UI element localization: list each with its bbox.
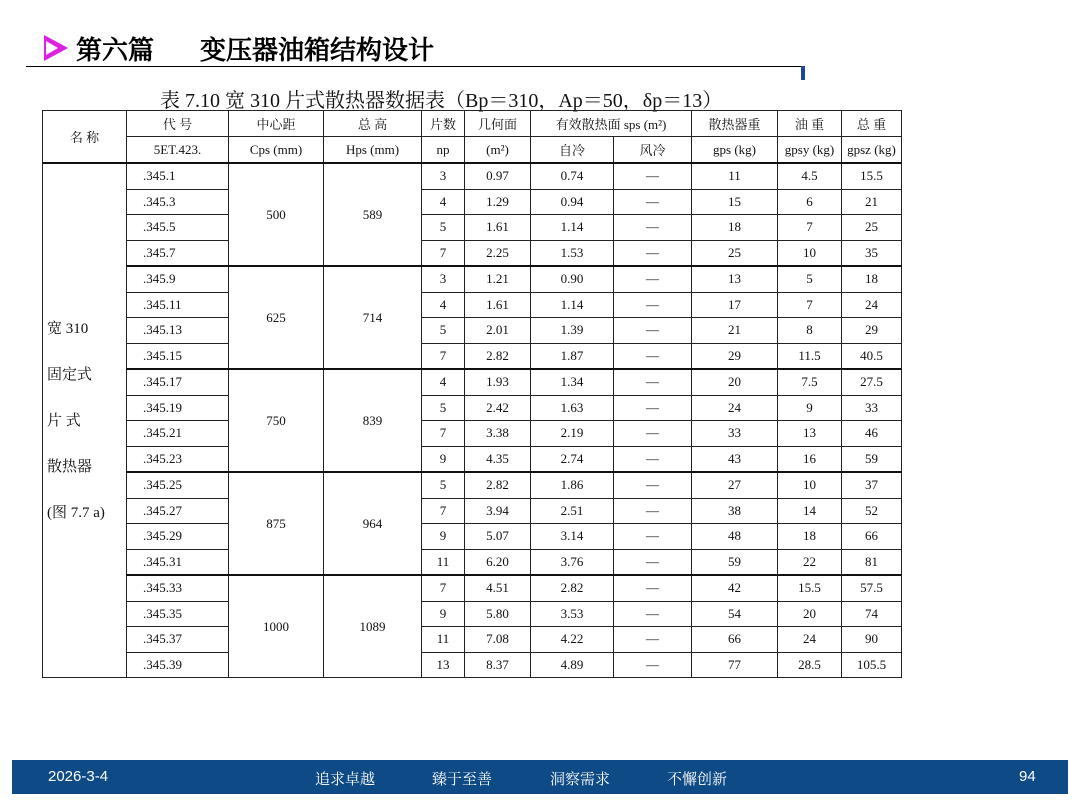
table-row xyxy=(43,369,902,395)
rad-weight-cell: 54 xyxy=(692,601,778,627)
natural-area-cell: 0.74 xyxy=(531,163,614,189)
forced-area-cell: — xyxy=(614,627,692,653)
forced-area-cell: — xyxy=(614,549,692,575)
header-rad-weight: 散热器重 xyxy=(692,111,778,137)
subheader-natural: 自冷 xyxy=(531,137,614,164)
total-weight-cell: 21 xyxy=(842,189,902,215)
title-divider xyxy=(26,66,804,67)
footer-bar xyxy=(12,760,1068,794)
total-height-cell: 839 xyxy=(324,369,422,472)
table-row xyxy=(43,652,902,678)
center-distance-cell: 625 xyxy=(229,266,324,369)
natural-area-cell: 1.39 xyxy=(531,318,614,344)
total-height-cell: 589 xyxy=(324,163,422,266)
slide-title-row xyxy=(44,30,434,66)
total-weight-cell: 33 xyxy=(842,395,902,421)
pieces-cell: 4 xyxy=(422,369,465,395)
header-height: 总 高 xyxy=(324,111,422,137)
rad-weight-cell: 38 xyxy=(692,498,778,524)
pieces-cell: 3 xyxy=(422,163,465,189)
oil-weight-cell: 22 xyxy=(778,549,842,575)
forced-area-cell: — xyxy=(614,472,692,498)
geo-area-cell: 8.37 xyxy=(465,652,531,678)
pieces-cell: 9 xyxy=(422,524,465,550)
forced-area-cell: — xyxy=(614,343,692,369)
divider-end-mark xyxy=(801,66,805,80)
group-name-line: 固定式 xyxy=(47,366,93,383)
arrow-bullet-icon xyxy=(44,35,68,61)
rad-weight-cell: 17 xyxy=(692,292,778,318)
table-row xyxy=(43,627,902,653)
forced-area-cell: — xyxy=(614,446,692,472)
oil-weight-cell: 7 xyxy=(778,292,842,318)
table-row xyxy=(43,446,902,472)
code-cell: .345.19 xyxy=(127,395,229,421)
rad-weight-cell: 13 xyxy=(692,266,778,292)
code-cell: .345.5 xyxy=(127,215,229,241)
code-cell: .345.39 xyxy=(127,652,229,678)
chapter-label: 第六篇 xyxy=(76,34,155,65)
group-name-line: 片 式 xyxy=(47,412,81,429)
table-row xyxy=(43,189,902,215)
footer-motto-4: 不懈创新 xyxy=(667,771,728,788)
subheader-total-weight: gpsz (kg) xyxy=(842,137,902,164)
oil-weight-cell: 11.5 xyxy=(778,343,842,369)
table-row xyxy=(43,498,902,524)
total-weight-cell: 18 xyxy=(842,266,902,292)
geo-area-cell: 1.29 xyxy=(465,189,531,215)
rad-weight-cell: 24 xyxy=(692,395,778,421)
pieces-cell: 5 xyxy=(422,318,465,344)
natural-area-cell: 3.14 xyxy=(531,524,614,550)
geo-area-cell: 1.61 xyxy=(465,292,531,318)
pieces-cell: 11 xyxy=(422,549,465,575)
geo-area-cell: 3.94 xyxy=(465,498,531,524)
table-row xyxy=(43,395,902,421)
rad-weight-cell: 25 xyxy=(692,240,778,266)
code-cell: .345.23 xyxy=(127,446,229,472)
geo-area-cell: 2.01 xyxy=(465,318,531,344)
code-cell: .345.31 xyxy=(127,549,229,575)
forced-area-cell: — xyxy=(614,601,692,627)
pieces-cell: 7 xyxy=(422,240,465,266)
rad-weight-cell: 33 xyxy=(692,421,778,447)
rad-weight-cell: 21 xyxy=(692,318,778,344)
subheader-height: Hps (mm) xyxy=(324,137,422,164)
code-cell: .345.1 xyxy=(127,163,229,189)
table-row xyxy=(43,215,902,241)
rad-weight-cell: 43 xyxy=(692,446,778,472)
subheader-code: 5ET.423. xyxy=(127,137,229,164)
forced-area-cell: — xyxy=(614,215,692,241)
forced-area-cell: — xyxy=(614,292,692,318)
total-weight-cell: 52 xyxy=(842,498,902,524)
code-cell: .345.27 xyxy=(127,498,229,524)
total-weight-cell: 25 xyxy=(842,215,902,241)
natural-area-cell: 1.86 xyxy=(531,472,614,498)
geo-area-cell: 2.42 xyxy=(465,395,531,421)
header-row-sub xyxy=(43,137,902,164)
pieces-cell: 4 xyxy=(422,292,465,318)
natural-area-cell: 1.87 xyxy=(531,343,614,369)
code-cell: .345.29 xyxy=(127,524,229,550)
forced-area-cell: — xyxy=(614,524,692,550)
natural-area-cell: 4.22 xyxy=(531,627,614,653)
oil-weight-cell: 4.5 xyxy=(778,163,842,189)
subheader-geo-area: (m²) xyxy=(465,137,531,164)
table-row xyxy=(43,549,902,575)
natural-area-cell: 2.51 xyxy=(531,498,614,524)
page-number: 94 xyxy=(1019,768,1036,785)
total-weight-cell: 35 xyxy=(842,240,902,266)
forced-area-cell: — xyxy=(614,575,692,601)
pieces-cell: 7 xyxy=(422,498,465,524)
code-cell: .345.21 xyxy=(127,421,229,447)
table-row xyxy=(43,524,902,550)
natural-area-cell: 3.76 xyxy=(531,549,614,575)
forced-area-cell: — xyxy=(614,369,692,395)
geo-area-cell: 2.82 xyxy=(465,472,531,498)
subheader-forced: 风冷 xyxy=(614,137,692,164)
pieces-cell: 9 xyxy=(422,446,465,472)
rad-weight-cell: 66 xyxy=(692,627,778,653)
rad-weight-cell: 11 xyxy=(692,163,778,189)
table-row xyxy=(43,472,902,498)
table-row xyxy=(43,292,902,318)
forced-area-cell: — xyxy=(614,652,692,678)
header-center: 中心距 xyxy=(229,111,324,137)
code-cell: .345.9 xyxy=(127,266,229,292)
center-distance-cell: 750 xyxy=(229,369,324,472)
oil-weight-cell: 15.5 xyxy=(778,575,842,601)
rad-weight-cell: 48 xyxy=(692,524,778,550)
code-cell: .345.37 xyxy=(127,627,229,653)
pieces-cell: 7 xyxy=(422,343,465,369)
table-caption: 表 7.10 宽 310 片式散热器数据表（Bp＝310，Ap＝50，δp＝13） xyxy=(160,90,723,112)
pieces-cell: 3 xyxy=(422,266,465,292)
natural-area-cell: 3.53 xyxy=(531,601,614,627)
oil-weight-cell: 24 xyxy=(778,627,842,653)
table-row xyxy=(43,318,902,344)
header-geo-area: 几何面 xyxy=(465,111,531,137)
code-cell: .345.11 xyxy=(127,292,229,318)
code-cell: .345.17 xyxy=(127,369,229,395)
total-weight-cell: 57.5 xyxy=(842,575,902,601)
rad-weight-cell: 77 xyxy=(692,652,778,678)
pieces-cell: 11 xyxy=(422,627,465,653)
natural-area-cell: 2.19 xyxy=(531,421,614,447)
slide-title: 变压器油箱结构设计 xyxy=(200,34,435,65)
code-cell: .345.13 xyxy=(127,318,229,344)
rad-weight-cell: 15 xyxy=(692,189,778,215)
geo-area-cell: 3.38 xyxy=(465,421,531,447)
forced-area-cell: — xyxy=(614,498,692,524)
natural-area-cell: 0.90 xyxy=(531,266,614,292)
geo-area-cell: 0.97 xyxy=(465,163,531,189)
natural-area-cell: 1.63 xyxy=(531,395,614,421)
subheader-rad-weight: gps (kg) xyxy=(692,137,778,164)
pieces-cell: 4 xyxy=(422,189,465,215)
oil-weight-cell: 10 xyxy=(778,472,842,498)
oil-weight-cell: 13 xyxy=(778,421,842,447)
total-height-cell: 714 xyxy=(324,266,422,369)
pieces-cell: 7 xyxy=(422,421,465,447)
total-height-cell: 1089 xyxy=(324,575,422,678)
total-weight-cell: 90 xyxy=(842,627,902,653)
table-row xyxy=(43,266,902,292)
group-name-line: (图 7.7 a) xyxy=(47,504,105,521)
subheader-pieces: np xyxy=(422,137,465,164)
forced-area-cell: — xyxy=(614,421,692,447)
natural-area-cell: 0.94 xyxy=(531,189,614,215)
geo-area-cell: 4.35 xyxy=(465,446,531,472)
table-row xyxy=(43,240,902,266)
natural-area-cell: 4.89 xyxy=(531,652,614,678)
geo-area-cell: 5.80 xyxy=(465,601,531,627)
total-weight-cell: 29 xyxy=(842,318,902,344)
natural-area-cell: 1.14 xyxy=(531,292,614,318)
natural-area-cell: 2.74 xyxy=(531,446,614,472)
forced-area-cell: — xyxy=(614,240,692,266)
geo-area-cell: 1.61 xyxy=(465,215,531,241)
geo-area-cell: 4.51 xyxy=(465,575,531,601)
total-weight-cell: 27.5 xyxy=(842,369,902,395)
geo-area-cell: 2.25 xyxy=(465,240,531,266)
geo-area-cell: 5.07 xyxy=(465,524,531,550)
rad-weight-cell: 27 xyxy=(692,472,778,498)
pieces-cell: 7 xyxy=(422,575,465,601)
oil-weight-cell: 5 xyxy=(778,266,842,292)
pieces-cell: 5 xyxy=(422,395,465,421)
natural-area-cell: 1.34 xyxy=(531,369,614,395)
header-pieces: 片数 xyxy=(422,111,465,137)
rad-weight-cell: 29 xyxy=(692,343,778,369)
subheader-center: Cps (mm) xyxy=(229,137,324,164)
forced-area-cell: — xyxy=(614,318,692,344)
forced-area-cell: — xyxy=(614,189,692,215)
oil-weight-cell: 14 xyxy=(778,498,842,524)
oil-weight-cell: 8 xyxy=(778,318,842,344)
oil-weight-cell: 7.5 xyxy=(778,369,842,395)
table-row xyxy=(43,343,902,369)
group-name-line: 宽 310 xyxy=(47,320,89,337)
rad-weight-cell: 59 xyxy=(692,549,778,575)
table-cutoff-mask xyxy=(0,690,1080,760)
code-cell: .345.15 xyxy=(127,343,229,369)
oil-weight-cell: 10 xyxy=(778,240,842,266)
table-row xyxy=(43,575,902,601)
pieces-cell: 5 xyxy=(422,472,465,498)
oil-weight-cell: 7 xyxy=(778,215,842,241)
geo-area-cell: 1.93 xyxy=(465,369,531,395)
total-weight-cell: 40.5 xyxy=(842,343,902,369)
natural-area-cell: 1.53 xyxy=(531,240,614,266)
pieces-cell: 9 xyxy=(422,601,465,627)
group-name-line: 散热器 xyxy=(47,458,93,475)
total-weight-cell: 59 xyxy=(842,446,902,472)
table-row xyxy=(43,163,902,189)
center-distance-cell: 1000 xyxy=(229,575,324,678)
total-weight-cell: 105.5 xyxy=(842,652,902,678)
center-distance-cell: 875 xyxy=(229,472,324,575)
forced-area-cell: — xyxy=(614,163,692,189)
total-weight-cell: 66 xyxy=(842,524,902,550)
center-distance-cell: 500 xyxy=(229,163,324,266)
header-code: 代 号 xyxy=(127,111,229,137)
subheader-oil-weight: gpsy (kg) xyxy=(778,137,842,164)
geo-area-cell: 2.82 xyxy=(465,343,531,369)
forced-area-cell: — xyxy=(614,266,692,292)
code-cell: .345.35 xyxy=(127,601,229,627)
geo-area-cell: 7.08 xyxy=(465,627,531,653)
oil-weight-cell: 6 xyxy=(778,189,842,215)
geo-area-cell: 1.21 xyxy=(465,266,531,292)
oil-weight-cell: 16 xyxy=(778,446,842,472)
code-cell: .345.33 xyxy=(127,575,229,601)
pieces-cell: 13 xyxy=(422,652,465,678)
forced-area-cell: — xyxy=(614,395,692,421)
code-cell: .345.7 xyxy=(127,240,229,266)
header-eff-area: 有效散热面 sps (m²) xyxy=(531,111,692,137)
radiator-data-table xyxy=(42,110,902,678)
table-row xyxy=(43,601,902,627)
oil-weight-cell: 20 xyxy=(778,601,842,627)
natural-area-cell: 1.14 xyxy=(531,215,614,241)
total-weight-cell: 46 xyxy=(842,421,902,447)
footer-date: 2026-3-4 xyxy=(48,768,109,785)
rad-weight-cell: 42 xyxy=(692,575,778,601)
table-row xyxy=(43,421,902,447)
total-height-cell: 964 xyxy=(324,472,422,575)
rad-weight-cell: 20 xyxy=(692,369,778,395)
header-total-weight: 总 重 xyxy=(842,111,902,137)
footer-motto-3: 洞察需求 xyxy=(550,771,611,788)
total-weight-cell: 74 xyxy=(842,601,902,627)
header-oil-weight: 油 重 xyxy=(778,111,842,137)
pieces-cell: 5 xyxy=(422,215,465,241)
footer-motto-1: 追求卓越 xyxy=(315,771,376,788)
rad-weight-cell: 18 xyxy=(692,215,778,241)
oil-weight-cell: 18 xyxy=(778,524,842,550)
footer-motto-2: 臻于至善 xyxy=(432,771,493,788)
total-weight-cell: 81 xyxy=(842,549,902,575)
code-cell: .345.25 xyxy=(127,472,229,498)
oil-weight-cell: 28.5 xyxy=(778,652,842,678)
code-cell: .345.3 xyxy=(127,189,229,215)
group-name-cell xyxy=(43,163,127,678)
total-weight-cell: 15.5 xyxy=(842,163,902,189)
total-weight-cell: 37 xyxy=(842,472,902,498)
header-row-top xyxy=(43,111,902,137)
total-weight-cell: 24 xyxy=(842,292,902,318)
header-name: 名 称 xyxy=(43,111,127,164)
geo-area-cell: 6.20 xyxy=(465,549,531,575)
natural-area-cell: 2.82 xyxy=(531,575,614,601)
oil-weight-cell: 9 xyxy=(778,395,842,421)
